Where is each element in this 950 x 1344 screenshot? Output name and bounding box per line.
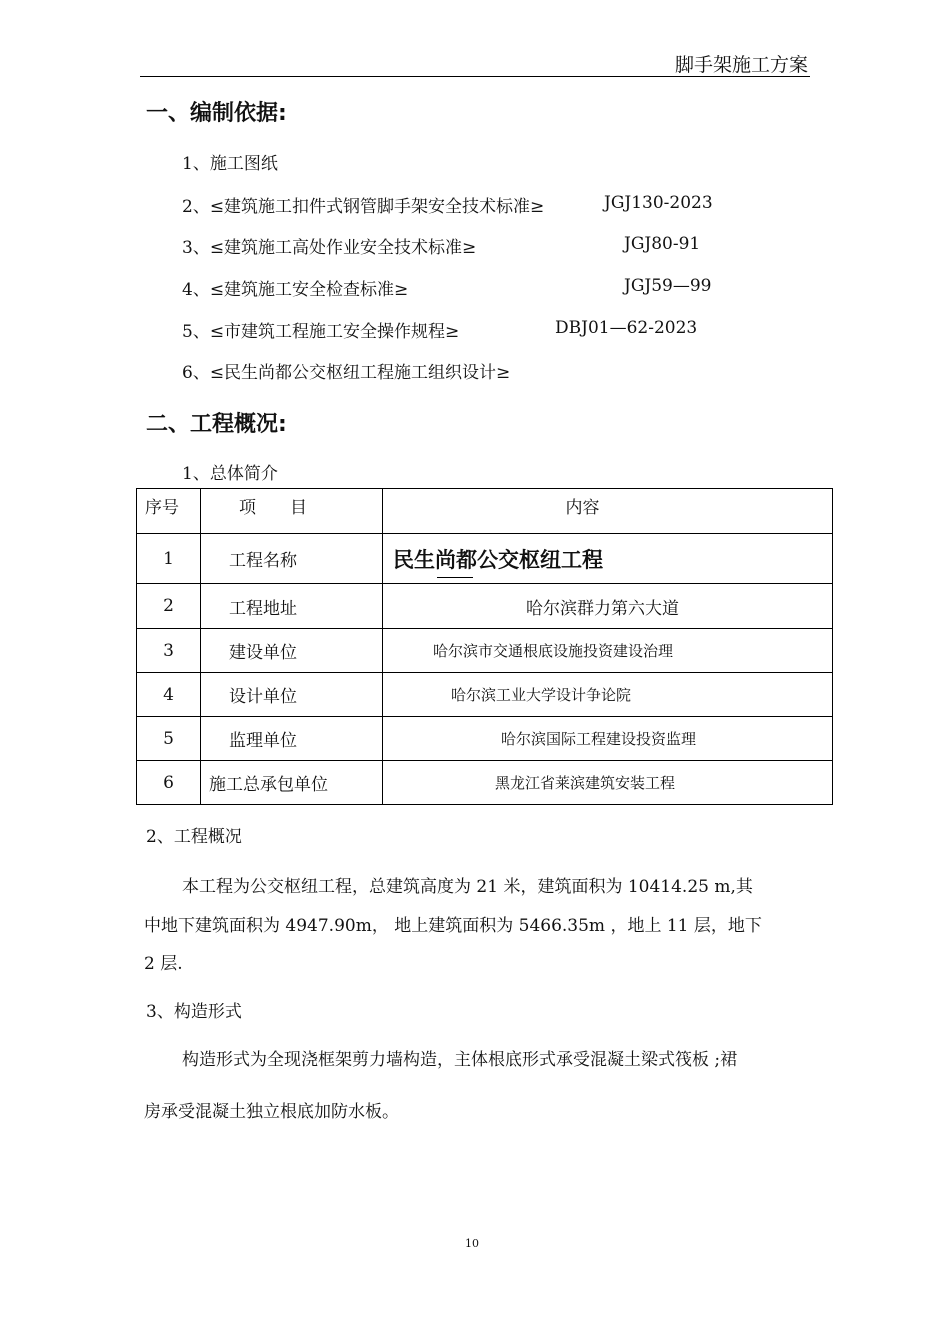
row-content-cell [383,534,833,584]
table-row [137,534,833,584]
table-header-row [137,489,833,534]
row-item: 监理单位 [201,717,383,761]
row-content: 黑龙江省莱滨建筑安装工程 [383,761,833,805]
header-item: 项 目 [201,489,383,534]
ref-code: JGJ130-2023 [604,193,713,213]
ref-code: JGJ80-91 [624,234,701,254]
section2-heading: 二、工程概况: [146,412,287,437]
overview-line: 2 层. [144,954,183,974]
section1-heading: 一、编制依据: [146,101,287,126]
row-item: 设计单位 [201,673,383,717]
project-name-text: 民生尚都公交枢纽工程 [393,547,603,572]
underline-mark [437,577,473,578]
row-item: 工程名称 [201,534,383,584]
table-row [137,584,833,629]
row-no: 2 [137,584,201,629]
overview-table [136,488,833,805]
row-item: 施工总承包单位 [201,761,383,805]
ref-code: DBJ01—62-2023 [555,318,698,338]
page-number: 10 [465,1237,479,1250]
table-row [137,629,833,673]
row-content: 哈尔滨市交通根底设施投资建设治理 [383,629,833,673]
subheading-project-overview: 2、工程概况 [146,827,242,847]
ref-item: 2、≤建筑施工扣件式钢管脚手架安全技术标准≥ [182,197,545,217]
table-row [137,717,833,761]
header-content: 内容 [383,489,833,534]
row-content: 哈尔滨工业大学设计争论院 [383,673,833,717]
row-item: 建设单位 [201,629,383,673]
row-content: 哈尔滨群力第六大道 [383,584,833,629]
subheading-structure: 3、构造形式 [146,1002,242,1022]
header-title: 脚手架施工方案 [674,54,808,76]
header-rule [140,76,810,77]
ref-item: 3、≤建筑施工高处作业安全技术标准≥ [182,238,477,258]
structure-line: 房承受混凝土独立根底加防水板。 [144,1102,399,1122]
row-no: 3 [137,629,201,673]
ref-item: 1、施工图纸 [182,154,278,174]
project-name [393,544,603,574]
table-row [137,761,833,805]
row-no: 5 [137,717,201,761]
ref-code: JGJ59—99 [624,276,712,296]
ref-item: 5、≤市建筑工程施工安全操作规程≥ [182,322,460,342]
overview-line: 中地下建筑面积为 4947.90m， 地上建筑面积为 5466.35m ，地上 11 层，地下 [144,916,762,936]
row-no: 4 [137,673,201,717]
subheading-overview-intro: 1、总体简介 [182,464,278,484]
table-row [137,673,833,717]
ref-item: 4、≤建筑施工安全检查标准≥ [182,280,409,300]
row-no: 1 [137,534,201,584]
row-content: 哈尔滨国际工程建设投资监理 [383,717,833,761]
row-no: 6 [137,761,201,805]
header-no: 序号 [137,489,201,534]
overview-line: 本工程为公交枢纽工程，总建筑高度为 21 米，建筑面积为 10414.25 m,其 [182,877,753,897]
row-item: 工程地址 [201,584,383,629]
structure-line: 构造形式为全现浇框架剪力墙构造，主体根底形式承受混凝土梁式筏板 ;裙 [182,1050,738,1070]
ref-item: 6、≤民生尚都公交枢纽工程施工组织设计≥ [182,363,511,383]
